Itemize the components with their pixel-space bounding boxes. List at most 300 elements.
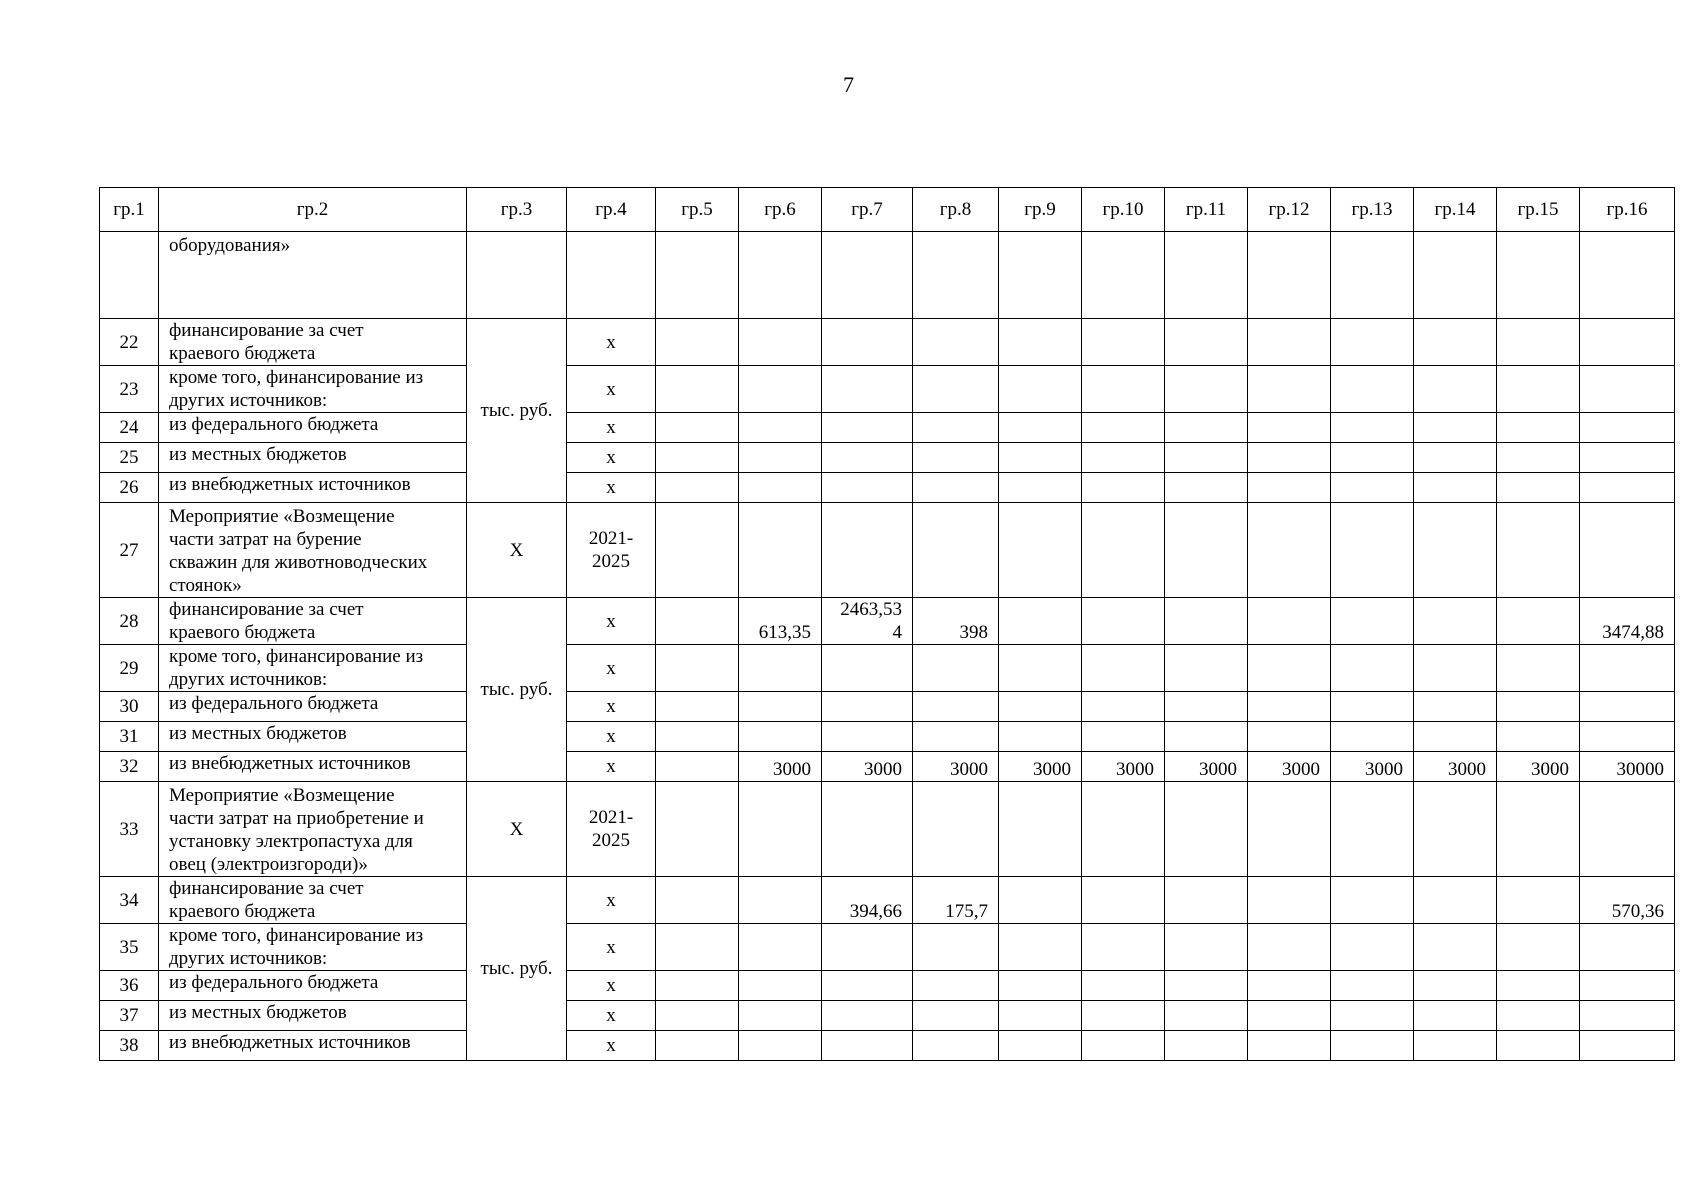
big-x-cell: Х <box>467 782 567 877</box>
cell-gr5 <box>656 319 739 366</box>
cell-gr9 <box>999 1001 1082 1031</box>
cell-gr13 <box>1331 319 1414 366</box>
row-number: 32 <box>100 752 159 782</box>
header-gr4: гр.4 <box>567 188 656 232</box>
row-number: 35 <box>100 924 159 971</box>
cell-gr10 <box>1082 971 1165 1001</box>
row-number: 28 <box>100 598 159 645</box>
cell-gr5 <box>656 645 739 692</box>
value-gr9 <box>999 877 1082 924</box>
cell-gr16 <box>1580 319 1675 366</box>
cell-gr8 <box>913 645 999 692</box>
value-gr9 <box>999 598 1082 645</box>
value-gr7: 2463,53 4 <box>822 598 913 645</box>
cell-gr16 <box>1580 1031 1675 1061</box>
cell-gr13 <box>1331 924 1414 971</box>
cell-gr6 <box>739 692 822 722</box>
cell-gr10 <box>1082 366 1165 413</box>
table-row-34 <box>100 877 1675 924</box>
row-number: 29 <box>100 645 159 692</box>
unit-cell: тыс. руб. <box>467 598 567 782</box>
mark-cell: х <box>567 752 656 782</box>
cell-gr10 <box>1082 1001 1165 1031</box>
cell-gr11 <box>1165 692 1248 722</box>
cell-gr9 <box>999 319 1082 366</box>
cell-gr14 <box>1414 924 1497 971</box>
row-number: 26 <box>100 473 159 503</box>
item-name: из внебюджетных источников <box>159 1031 467 1061</box>
cell-gr13 <box>1331 1001 1414 1031</box>
cell-gr9 <box>999 1031 1082 1061</box>
cell-gr11 <box>1165 443 1248 473</box>
table-row-30 <box>100 692 1675 722</box>
cell-gr5 <box>656 232 739 319</box>
big-x-cell: Х <box>467 503 567 598</box>
value-gr8: 175,7 <box>913 877 999 924</box>
cell-gr10 <box>1082 924 1165 971</box>
item-name: финансирование за счет краевого бюджета <box>159 319 467 366</box>
cell-gr8 <box>913 503 999 598</box>
cell-gr8 <box>913 971 999 1001</box>
row-number: 37 <box>100 1001 159 1031</box>
cell-gr7 <box>822 232 913 319</box>
cell-gr11 <box>1165 473 1248 503</box>
header-gr8: гр.8 <box>913 188 999 232</box>
cell-gr6 <box>739 413 822 443</box>
item-name: из федерального бюджета <box>159 971 467 1001</box>
cell-gr8 <box>913 443 999 473</box>
mark-cell: х <box>567 877 656 924</box>
row-number: 31 <box>100 722 159 752</box>
cell-gr12 <box>1248 645 1331 692</box>
cell-gr15 <box>1497 443 1580 473</box>
cell-gr7 <box>822 413 913 443</box>
cell-gr9 <box>999 413 1082 443</box>
mark-cell: х <box>567 598 656 645</box>
cell-gr8 <box>913 319 999 366</box>
cell-gr7 <box>822 366 913 413</box>
value-gr11: 3000 <box>1165 752 1248 782</box>
value-gr15 <box>1497 598 1580 645</box>
cell-gr15 <box>1497 473 1580 503</box>
value-gr5 <box>656 752 739 782</box>
cell-gr15 <box>1497 645 1580 692</box>
cell-gr10 <box>1082 473 1165 503</box>
cell-gr6 <box>739 443 822 473</box>
cell-gr10 <box>1082 782 1165 877</box>
cell-gr12 <box>1248 722 1331 752</box>
cell-gr12 <box>1248 1001 1331 1031</box>
cell-gr8 <box>913 1031 999 1061</box>
mark-cell: х <box>567 692 656 722</box>
cell-gr14 <box>1414 1031 1497 1061</box>
cell-gr16 <box>1580 782 1675 877</box>
header-gr9: гр.9 <box>999 188 1082 232</box>
cell-gr14 <box>1414 645 1497 692</box>
cell-gr3 <box>467 232 567 319</box>
cell-gr14 <box>1414 473 1497 503</box>
cell-gr11 <box>1165 782 1248 877</box>
value-gr10 <box>1082 598 1165 645</box>
item-name: кроме того, финансирование из других источников: <box>159 645 467 692</box>
header-gr1: гр.1 <box>100 188 159 232</box>
cell-gr11 <box>1165 503 1248 598</box>
cell-gr7 <box>822 782 913 877</box>
cell-gr6 <box>739 1001 822 1031</box>
cell-gr14 <box>1414 782 1497 877</box>
cell-gr14 <box>1414 692 1497 722</box>
event-name: Мероприятие «Возмещение части затрат на приобретение и установку электропастуха для овец (электроизгороди)» <box>159 782 467 877</box>
unit-cell: тыс. руб. <box>467 877 567 1061</box>
cell-gr11 <box>1165 232 1248 319</box>
cell-gr9 <box>999 232 1082 319</box>
cell-gr9 <box>999 473 1082 503</box>
header-gr12: гр.12 <box>1248 188 1331 232</box>
header-gr7: гр.7 <box>822 188 913 232</box>
cell-gr13 <box>1331 473 1414 503</box>
row-number: 33 <box>100 782 159 877</box>
cell-gr5 <box>656 1031 739 1061</box>
cell-gr16 <box>1580 473 1675 503</box>
row-number: 34 <box>100 877 159 924</box>
cell-gr6 <box>739 232 822 319</box>
cell-gr8 <box>913 413 999 443</box>
table-row-32 <box>100 752 1675 782</box>
cell-gr7 <box>822 645 913 692</box>
cell-gr13 <box>1331 1031 1414 1061</box>
cell-gr10 <box>1082 1031 1165 1061</box>
page-number: 7 <box>843 72 854 97</box>
table-row-24 <box>100 413 1675 443</box>
value-gr14: 3000 <box>1414 752 1497 782</box>
value-gr13: 3000 <box>1331 752 1414 782</box>
cell-gr16 <box>1580 645 1675 692</box>
item-name: из местных бюджетов <box>159 1001 467 1031</box>
cell-gr6 <box>739 503 822 598</box>
header-row <box>100 188 1675 232</box>
header-gr11: гр.11 <box>1165 188 1248 232</box>
cell-gr16 <box>1580 443 1675 473</box>
cell-gr9 <box>999 722 1082 752</box>
value-gr6: 3000 <box>739 752 822 782</box>
cell-gr6 <box>739 722 822 752</box>
cell-gr11 <box>1165 924 1248 971</box>
mark-cell: х <box>567 443 656 473</box>
cell-gr11 <box>1165 722 1248 752</box>
cell-gr9 <box>999 503 1082 598</box>
item-name: из местных бюджетов <box>159 443 467 473</box>
value-gr12 <box>1248 877 1331 924</box>
period-cell: 2021- 2025 <box>567 503 656 598</box>
cell-gr7 <box>822 692 913 722</box>
value-gr13 <box>1331 598 1414 645</box>
table-row-28 <box>100 598 1675 645</box>
table-row-38 <box>100 1031 1675 1061</box>
cell-gr13 <box>1331 413 1414 443</box>
cell-gr4 <box>567 232 656 319</box>
table-row-31 <box>100 722 1675 752</box>
cell-gr9 <box>999 366 1082 413</box>
cell-gr16 <box>1580 1001 1675 1031</box>
header-gr6: гр.6 <box>739 188 822 232</box>
row-number: 36 <box>100 971 159 1001</box>
cell-gr11 <box>1165 971 1248 1001</box>
value-gr12 <box>1248 598 1331 645</box>
cell-gr7 <box>822 503 913 598</box>
cell-gr9 <box>999 971 1082 1001</box>
cell-gr5 <box>656 722 739 752</box>
mark-cell: х <box>567 971 656 1001</box>
cell-gr6 <box>739 782 822 877</box>
cell-gr5 <box>656 692 739 722</box>
item-name: кроме того, финансирование из других источников: <box>159 924 467 971</box>
budget-table <box>99 187 1675 1061</box>
cell-gr15 <box>1497 366 1580 413</box>
cell-gr9 <box>999 782 1082 877</box>
cell-gr14 <box>1414 971 1497 1001</box>
table-row-35 <box>100 924 1675 971</box>
cell-gr11 <box>1165 319 1248 366</box>
mark-cell: х <box>567 645 656 692</box>
cell-gr11 <box>1165 1031 1248 1061</box>
value-gr8: 3000 <box>913 752 999 782</box>
cell-gr5 <box>656 971 739 1001</box>
value-gr16: 30000 <box>1580 752 1675 782</box>
value-gr9: 3000 <box>999 752 1082 782</box>
cell-gr8 <box>913 1001 999 1031</box>
value-gr13 <box>1331 877 1414 924</box>
cell-gr11 <box>1165 1001 1248 1031</box>
header-gr14: гр.14 <box>1414 188 1497 232</box>
cell-gr6 <box>739 473 822 503</box>
cell-gr5 <box>656 413 739 443</box>
mark-cell: х <box>567 413 656 443</box>
cell-gr14 <box>1414 232 1497 319</box>
value-gr16: 570,36 <box>1580 877 1675 924</box>
table-row-23 <box>100 366 1675 413</box>
cell-gr12 <box>1248 443 1331 473</box>
header-gr16: гр.16 <box>1580 188 1675 232</box>
cell-gr8 <box>913 366 999 413</box>
cell-gr13 <box>1331 443 1414 473</box>
cell-gr8 <box>913 782 999 877</box>
value-gr15 <box>1497 877 1580 924</box>
event-row-27 <box>100 503 1675 598</box>
cell-gr8 <box>913 473 999 503</box>
cell-gr14 <box>1414 366 1497 413</box>
cell-gr10 <box>1082 319 1165 366</box>
cell-gr10 <box>1082 722 1165 752</box>
value-gr16: 3474,88 <box>1580 598 1675 645</box>
cell-gr12 <box>1248 503 1331 598</box>
item-name: кроме того, финансирование из других источников: <box>159 366 467 413</box>
cell-gr16 <box>1580 413 1675 443</box>
cell-gr8 <box>913 692 999 722</box>
cell-gr15 <box>1497 692 1580 722</box>
cell-gr5 <box>656 924 739 971</box>
row-number: 25 <box>100 443 159 473</box>
cell-gr15 <box>1497 1001 1580 1031</box>
header-gr5: гр.5 <box>656 188 739 232</box>
cell-gr9 <box>999 443 1082 473</box>
cell-gr10 <box>1082 692 1165 722</box>
header-gr2: гр.2 <box>159 188 467 232</box>
cell-gr16 <box>1580 692 1675 722</box>
cell-gr6 <box>739 319 822 366</box>
cell-gr15 <box>1497 1031 1580 1061</box>
header-gr13: гр.13 <box>1331 188 1414 232</box>
cell-gr5 <box>656 1001 739 1031</box>
value-gr11 <box>1165 877 1248 924</box>
cell-gr10 <box>1082 443 1165 473</box>
cell-gr12 <box>1248 924 1331 971</box>
cell-gr6 <box>739 366 822 413</box>
cell-gr5 <box>656 366 739 413</box>
cell-gr15 <box>1497 782 1580 877</box>
cell-gr13 <box>1331 782 1414 877</box>
cell-gr12 <box>1248 232 1331 319</box>
row-number: 24 <box>100 413 159 443</box>
cell-gr9 <box>999 692 1082 722</box>
table-row-37 <box>100 1001 1675 1031</box>
cell-gr13 <box>1331 722 1414 752</box>
value-gr7: 3000 <box>822 752 913 782</box>
cell-gr12 <box>1248 319 1331 366</box>
value-gr7: 394,66 <box>822 877 913 924</box>
cell-gr9 <box>999 924 1082 971</box>
table-row-36 <box>100 971 1675 1001</box>
cell-gr15 <box>1497 971 1580 1001</box>
continuation-row <box>100 232 1675 319</box>
cell-gr16 <box>1580 232 1675 319</box>
row-number: 23 <box>100 366 159 413</box>
cell-gr15 <box>1497 503 1580 598</box>
cell-gr13 <box>1331 503 1414 598</box>
item-name: из федерального бюджета <box>159 413 467 443</box>
cell-gr16 <box>1580 971 1675 1001</box>
cell-gr7 <box>822 319 913 366</box>
table-row-29 <box>100 645 1675 692</box>
value-gr6: 613,35 <box>739 598 822 645</box>
cell-gr15 <box>1497 232 1580 319</box>
period-cell: 2021- 2025 <box>567 782 656 877</box>
value-gr6 <box>739 877 822 924</box>
cell-gr12 <box>1248 413 1331 443</box>
row-number: 22 <box>100 319 159 366</box>
cell-gr13 <box>1331 366 1414 413</box>
row-number: 27 <box>100 503 159 598</box>
item-name: финансирование за счет краевого бюджета <box>159 598 467 645</box>
mark-cell: х <box>567 1001 656 1031</box>
cell-gr13 <box>1331 645 1414 692</box>
cell-gr8 <box>913 924 999 971</box>
cell-gr12 <box>1248 782 1331 877</box>
row-number: 30 <box>100 692 159 722</box>
cell-gr6 <box>739 924 822 971</box>
cell-gr6 <box>739 971 822 1001</box>
cell-gr10 <box>1082 503 1165 598</box>
cell-gr5 <box>656 782 739 877</box>
value-gr11 <box>1165 598 1248 645</box>
cell-gr8 <box>913 722 999 752</box>
value-gr8: 398 <box>913 598 999 645</box>
item-name: из федерального бюджета <box>159 692 467 722</box>
cell-gr8 <box>913 232 999 319</box>
cell-gr6 <box>739 1031 822 1061</box>
cell-gr11 <box>1165 645 1248 692</box>
mark-cell: х <box>567 366 656 413</box>
item-name: из внебюджетных источников <box>159 473 467 503</box>
cell-gr7 <box>822 443 913 473</box>
row-number <box>100 232 159 319</box>
cell-gr12 <box>1248 971 1331 1001</box>
cell-gr13 <box>1331 232 1414 319</box>
mark-cell: х <box>567 924 656 971</box>
value-gr12: 3000 <box>1248 752 1331 782</box>
cell-gr14 <box>1414 1001 1497 1031</box>
cell-gr7 <box>822 1001 913 1031</box>
value-gr5 <box>656 598 739 645</box>
mark-cell: х <box>567 473 656 503</box>
cell-gr15 <box>1497 722 1580 752</box>
cell-gr12 <box>1248 692 1331 722</box>
item-name: из местных бюджетов <box>159 722 467 752</box>
cell-gr12 <box>1248 366 1331 413</box>
cell-gr6 <box>739 645 822 692</box>
header-gr10: гр.10 <box>1082 188 1165 232</box>
mark-cell: х <box>567 722 656 752</box>
item-name: финансирование за счет краевого бюджета <box>159 877 467 924</box>
mark-cell: х <box>567 1031 656 1061</box>
value-gr10 <box>1082 877 1165 924</box>
row-number: 38 <box>100 1031 159 1061</box>
cell-gr10 <box>1082 413 1165 443</box>
cell-gr10 <box>1082 232 1165 319</box>
cell-gr7 <box>822 971 913 1001</box>
unit-cell: тыс. руб. <box>467 319 567 503</box>
cell-gr14 <box>1414 319 1497 366</box>
cell-gr11 <box>1165 366 1248 413</box>
cell-gr10 <box>1082 645 1165 692</box>
item-name: оборудования» <box>159 232 467 319</box>
cell-gr15 <box>1497 924 1580 971</box>
cell-gr14 <box>1414 722 1497 752</box>
cell-gr16 <box>1580 722 1675 752</box>
event-row-33 <box>100 782 1675 877</box>
cell-gr7 <box>822 722 913 752</box>
cell-gr15 <box>1497 413 1580 443</box>
value-gr14 <box>1414 877 1497 924</box>
cell-gr12 <box>1248 473 1331 503</box>
cell-gr14 <box>1414 503 1497 598</box>
cell-gr16 <box>1580 503 1675 598</box>
cell-gr16 <box>1580 366 1675 413</box>
value-gr10: 3000 <box>1082 752 1165 782</box>
cell-gr16 <box>1580 924 1675 971</box>
item-name: из внебюджетных источников <box>159 752 467 782</box>
cell-gr9 <box>999 645 1082 692</box>
value-gr5 <box>656 877 739 924</box>
table-row-26 <box>100 473 1675 503</box>
cell-gr5 <box>656 503 739 598</box>
cell-gr14 <box>1414 443 1497 473</box>
cell-gr7 <box>822 1031 913 1061</box>
cell-gr5 <box>656 473 739 503</box>
cell-gr5 <box>656 443 739 473</box>
cell-gr7 <box>822 473 913 503</box>
cell-gr12 <box>1248 1031 1331 1061</box>
cell-gr13 <box>1331 971 1414 1001</box>
